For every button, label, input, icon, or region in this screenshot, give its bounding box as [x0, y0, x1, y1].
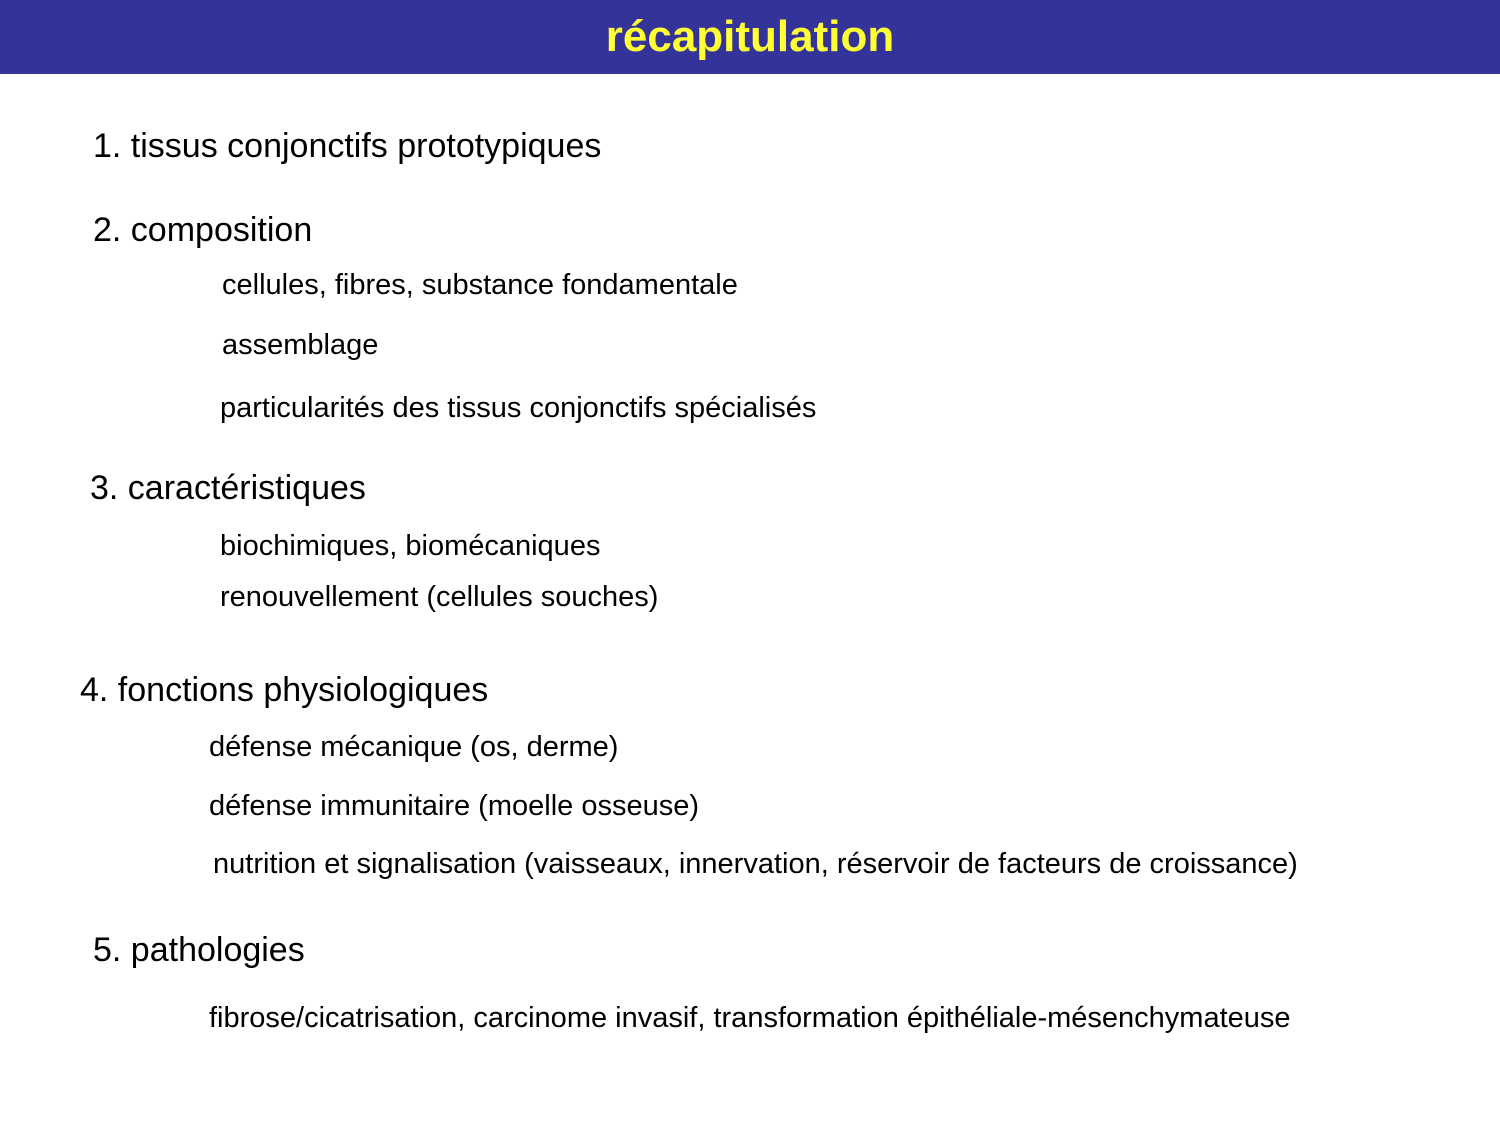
section-4-item-3: nutrition et signalisation (vaisseaux, innervation, réservoir de facteurs de croissance) [213, 848, 1298, 880]
section-heading-2: 2. composition [93, 211, 313, 249]
section-heading-3: 3. caractéristiques [90, 469, 366, 507]
section-3-item-2: renouvellement (cellules souches) [220, 581, 659, 613]
section-heading-4: 4. fonctions physiologiques [80, 671, 489, 709]
section-2-item-3: particularités des tissus conjonctifs spécialisés [220, 392, 817, 424]
section-heading-1: 1. tissus conjonctifs prototypiques [93, 127, 602, 165]
section-4-item-2: défense immunitaire (moelle osseuse) [209, 790, 699, 822]
section-3-item-1: biochimiques, biomécaniques [220, 530, 601, 562]
slide-title: récapitulation [605, 12, 895, 61]
section-2-item-1: cellules, fibres, substance fondamentale [222, 269, 738, 301]
title-bar [0, 0, 1500, 74]
section-2-item-2: assemblage [222, 329, 379, 361]
section-5-item-1: fibrose/cicatrisation, carcinome invasif, transformation épithéliale-mésenchymateuse [209, 1002, 1291, 1034]
section-4-item-1: défense mécanique (os, derme) [209, 731, 619, 763]
section-heading-5: 5. pathologies [93, 931, 305, 969]
